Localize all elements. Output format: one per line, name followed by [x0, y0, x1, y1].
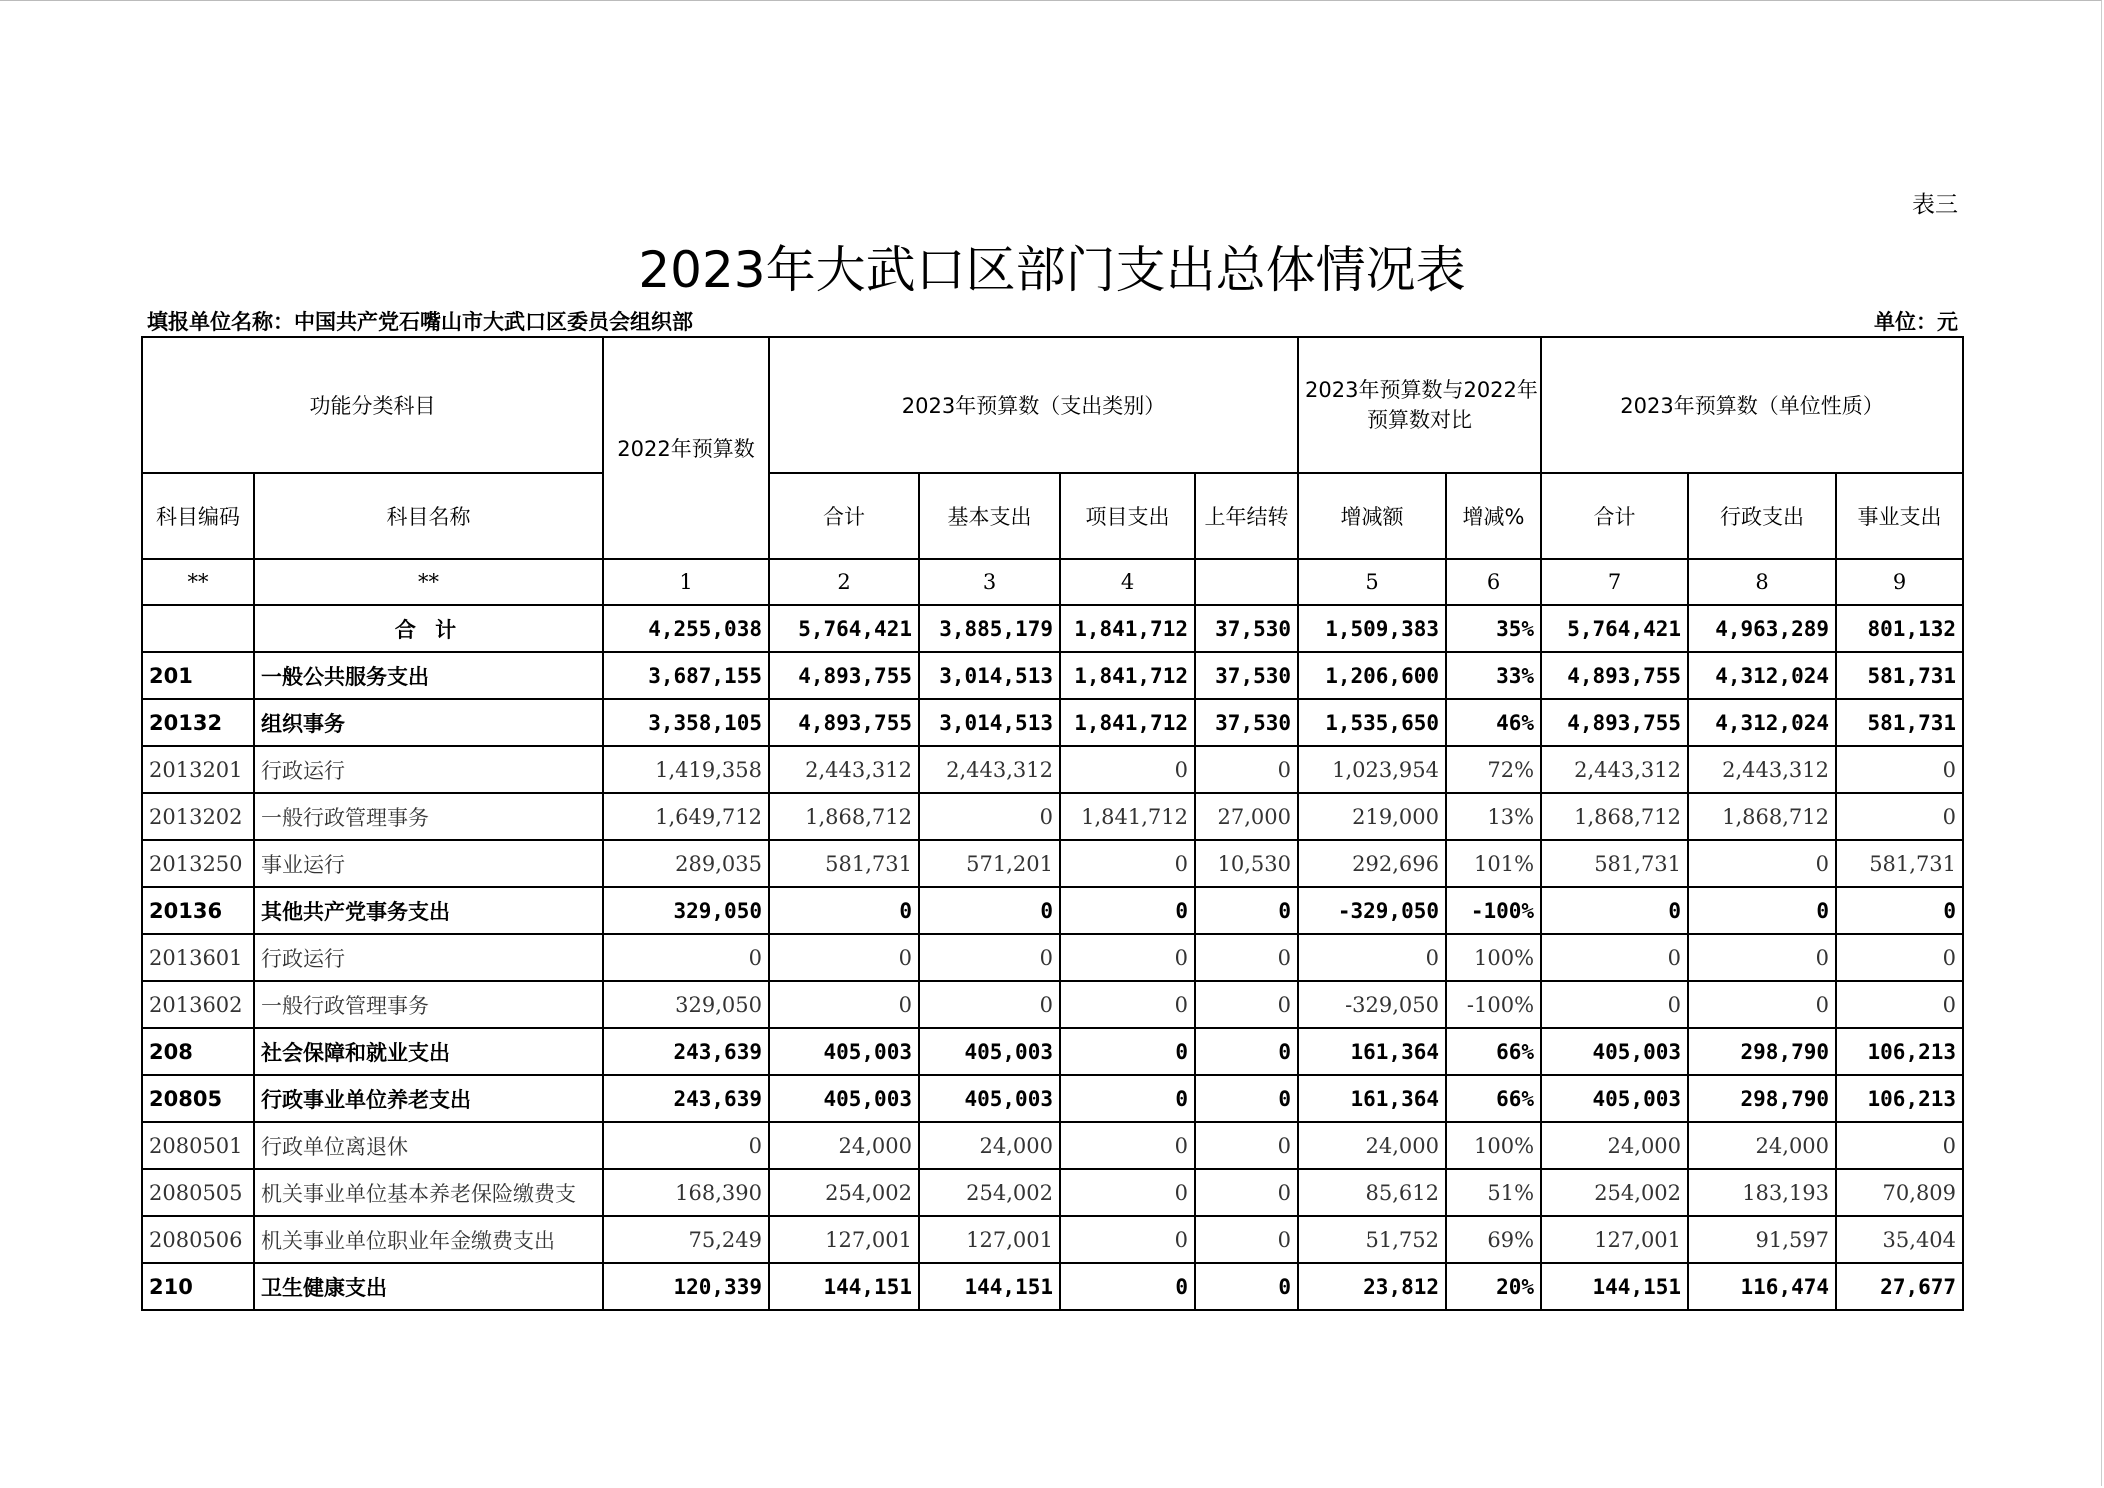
header-comparison-line1: 2023年预算数与2022年	[1305, 378, 1538, 402]
row-name: 事业运行	[254, 840, 603, 887]
row-value: 0	[1195, 746, 1298, 793]
row-value: 27,000	[1195, 793, 1298, 840]
row-value: 183,193	[1688, 1169, 1836, 1216]
row-value: 0	[1060, 1216, 1195, 1263]
header-comparison-line2: 预算数对比	[1367, 408, 1473, 432]
row-code: 2080506	[142, 1216, 254, 1263]
table-row	[142, 1263, 1963, 1310]
row-value: 0	[1836, 1122, 1963, 1169]
row-name: 行政运行	[254, 934, 603, 981]
row-value: 2,443,312	[1688, 746, 1836, 793]
header-name: 科目名称	[254, 473, 603, 559]
row-value: 0	[919, 981, 1060, 1028]
row-value: 0	[1060, 887, 1195, 934]
index-row	[142, 559, 1963, 605]
row-value: 37,530	[1195, 652, 1298, 699]
row-value: 0	[1195, 1169, 1298, 1216]
table-row	[142, 840, 1963, 887]
table-row	[142, 1028, 1963, 1075]
header-code: 科目编码	[142, 473, 254, 559]
row-value: 0	[1836, 793, 1963, 840]
index-cell: **	[254, 559, 603, 605]
row-value: 0	[1836, 981, 1963, 1028]
row-code: 2080501	[142, 1122, 254, 1169]
row-value: 144,151	[769, 1263, 919, 1310]
row-value: 161,364	[1298, 1028, 1446, 1075]
row-value: 0	[769, 887, 919, 934]
row-value: 329,050	[603, 981, 769, 1028]
row-value: 3,687,155	[603, 652, 769, 699]
row-name: 组织事务	[254, 699, 603, 746]
row-value: -329,050	[1298, 981, 1446, 1028]
row-value: 100%	[1446, 934, 1541, 981]
row-value: 298,790	[1688, 1075, 1836, 1122]
row-value: 0	[769, 981, 919, 1028]
index-cell: 4	[1060, 559, 1195, 605]
index-cell: 5	[1298, 559, 1446, 605]
row-value: 581,731	[1541, 840, 1688, 887]
index-cell: 6	[1446, 559, 1541, 605]
row-value: 581,731	[769, 840, 919, 887]
row-value: 405,003	[1541, 1075, 1688, 1122]
row-name: 其他共产党事务支出	[254, 887, 603, 934]
row-value: 66%	[1446, 1075, 1541, 1122]
index-cell: 2	[769, 559, 919, 605]
row-value: 37,530	[1195, 699, 1298, 746]
index-cell: 9	[1836, 559, 1963, 605]
row-value: 168,390	[603, 1169, 769, 1216]
row-value: 254,002	[919, 1169, 1060, 1216]
row-value: 4,963,289	[1688, 605, 1836, 652]
row-value: 0	[1195, 934, 1298, 981]
row-value: 1,841,712	[1060, 699, 1195, 746]
row-value: 0	[1060, 1263, 1195, 1310]
index-cell: 1	[603, 559, 769, 605]
row-value: 27,677	[1836, 1263, 1963, 1310]
row-value: 51,752	[1298, 1216, 1446, 1263]
row-code: 208	[142, 1028, 254, 1075]
row-value: 4,255,038	[603, 605, 769, 652]
header-admin: 行政支出	[1688, 473, 1836, 559]
row-value: 4,312,024	[1688, 652, 1836, 699]
row-value: 0	[1195, 1263, 1298, 1310]
row-value: 75,249	[603, 1216, 769, 1263]
row-value: 1,419,358	[603, 746, 769, 793]
row-name: 机关事业单位职业年金缴费支出	[254, 1216, 603, 1263]
row-value: 24,000	[919, 1122, 1060, 1169]
row-value: 1,868,712	[1541, 793, 1688, 840]
row-code: 20136	[142, 887, 254, 934]
row-value: 13%	[1446, 793, 1541, 840]
row-value: 37,530	[1195, 605, 1298, 652]
header-carryover: 上年结转	[1195, 473, 1298, 559]
row-value: 405,003	[919, 1075, 1060, 1122]
row-value: 0	[1195, 1122, 1298, 1169]
row-value: 0	[1060, 934, 1195, 981]
index-cell: 8	[1688, 559, 1836, 605]
row-value: 0	[1541, 934, 1688, 981]
row-value: 581,731	[1836, 840, 1963, 887]
row-code	[142, 605, 254, 652]
row-value: 116,474	[1688, 1263, 1836, 1310]
row-value: 33%	[1446, 652, 1541, 699]
row-value: 23,812	[1298, 1263, 1446, 1310]
row-value: 0	[919, 934, 1060, 981]
row-value: -100%	[1446, 887, 1541, 934]
row-value: 1,535,650	[1298, 699, 1446, 746]
row-value: 0	[1195, 1075, 1298, 1122]
row-value: 801,132	[1836, 605, 1963, 652]
row-value: 72%	[1446, 746, 1541, 793]
index-cell: **	[142, 559, 254, 605]
row-value: 219,000	[1298, 793, 1446, 840]
row-value: 144,151	[1541, 1263, 1688, 1310]
row-value: 101%	[1446, 840, 1541, 887]
row-value: 405,003	[919, 1028, 1060, 1075]
row-value: 24,000	[1298, 1122, 1446, 1169]
row-value: 106,213	[1836, 1075, 1963, 1122]
header-budget-2022: 2022年预算数	[603, 337, 769, 559]
table-row	[142, 1216, 1963, 1263]
table-row	[142, 746, 1963, 793]
row-value: 0	[603, 1122, 769, 1169]
row-value: 1,841,712	[1060, 793, 1195, 840]
row-value: 51%	[1446, 1169, 1541, 1216]
row-name: 行政运行	[254, 746, 603, 793]
row-value: 0	[1060, 1075, 1195, 1122]
header-budget-2023-by-unit: 2023年预算数（单位性质）	[1541, 337, 1963, 473]
row-value: 0	[1060, 1169, 1195, 1216]
table-row	[142, 605, 1963, 652]
row-value: 5,764,421	[769, 605, 919, 652]
row-value: 0	[1195, 887, 1298, 934]
table-row	[142, 699, 1963, 746]
header-func-category: 功能分类科目	[142, 337, 603, 473]
header-change-amount: 增减额	[1298, 473, 1446, 559]
row-code: 210	[142, 1263, 254, 1310]
row-value: 0	[603, 934, 769, 981]
table-body	[142, 605, 1963, 1310]
row-code: 20132	[142, 699, 254, 746]
row-value: 0	[1688, 981, 1836, 1028]
row-value: 0	[1836, 746, 1963, 793]
row-value: 2,443,312	[1541, 746, 1688, 793]
row-value: 20%	[1446, 1263, 1541, 1310]
row-code: 2013201	[142, 746, 254, 793]
row-value: 10,530	[1195, 840, 1298, 887]
header-basic: 基本支出	[919, 473, 1060, 559]
row-value: 0	[1195, 1028, 1298, 1075]
header-public-inst: 事业支出	[1836, 473, 1963, 559]
unit-label: 单位：元	[1874, 310, 1958, 334]
table-row	[142, 793, 1963, 840]
row-code: 2013250	[142, 840, 254, 887]
row-value: 127,001	[769, 1216, 919, 1263]
row-value: 289,035	[603, 840, 769, 887]
table-row	[142, 981, 1963, 1028]
expenditure-table	[141, 336, 1964, 1311]
row-name: 行政事业单位养老支出	[254, 1075, 603, 1122]
row-value: 405,003	[769, 1075, 919, 1122]
header-change-pct: 增减%	[1446, 473, 1541, 559]
row-value: 581,731	[1836, 699, 1963, 746]
row-value: 0	[1195, 1216, 1298, 1263]
row-value: 4,893,755	[1541, 652, 1688, 699]
row-value: 85,612	[1298, 1169, 1446, 1216]
header-total2: 合计	[1541, 473, 1688, 559]
row-value: -329,050	[1298, 887, 1446, 934]
row-value: 405,003	[1541, 1028, 1688, 1075]
row-value: 106,213	[1836, 1028, 1963, 1075]
row-value: 2,443,312	[769, 746, 919, 793]
row-value: 1,509,383	[1298, 605, 1446, 652]
row-code: 2013602	[142, 981, 254, 1028]
row-value: 66%	[1446, 1028, 1541, 1075]
header-budget-2023-by-type: 2023年预算数（支出类别）	[769, 337, 1298, 473]
index-cell	[1195, 559, 1298, 605]
row-value: 1,206,600	[1298, 652, 1446, 699]
index-cell: 7	[1541, 559, 1688, 605]
row-value: 0	[1060, 746, 1195, 793]
table-row	[142, 887, 1963, 934]
row-code: 2080505	[142, 1169, 254, 1216]
row-value: 0	[1836, 934, 1963, 981]
row-value: 0	[1541, 887, 1688, 934]
row-value: 0	[1060, 1028, 1195, 1075]
row-value: 3,014,513	[919, 699, 1060, 746]
row-value: 243,639	[603, 1075, 769, 1122]
row-value: 127,001	[1541, 1216, 1688, 1263]
header-comparison	[1298, 337, 1541, 473]
row-value: 0	[1541, 981, 1688, 1028]
row-code: 2013601	[142, 934, 254, 981]
row-value: 144,151	[919, 1263, 1060, 1310]
row-code: 201	[142, 652, 254, 699]
row-name: 社会保障和就业支出	[254, 1028, 603, 1075]
row-value: 0	[1060, 840, 1195, 887]
header-total: 合计	[769, 473, 919, 559]
row-value: 4,893,755	[769, 699, 919, 746]
row-value: 1,868,712	[769, 793, 919, 840]
row-value: 0	[919, 793, 1060, 840]
document-title: 2023年大武口区部门支出总体情况表	[638, 241, 1466, 299]
row-code: 2013202	[142, 793, 254, 840]
row-value: 0	[1060, 981, 1195, 1028]
row-value: 91,597	[1688, 1216, 1836, 1263]
table-row	[142, 1075, 1963, 1122]
row-name: 一般行政管理事务	[254, 981, 603, 1028]
row-value: 1,841,712	[1060, 605, 1195, 652]
row-value: 2,443,312	[919, 746, 1060, 793]
row-name: 合 计	[254, 605, 603, 652]
row-value: 1,841,712	[1060, 652, 1195, 699]
row-value: 0	[919, 887, 1060, 934]
row-value: 161,364	[1298, 1075, 1446, 1122]
row-value: -100%	[1446, 981, 1541, 1028]
row-value: 298,790	[1688, 1028, 1836, 1075]
row-value: 405,003	[769, 1028, 919, 1075]
row-value: 127,001	[919, 1216, 1060, 1263]
table-row	[142, 1169, 1963, 1216]
row-value: 0	[1688, 887, 1836, 934]
row-value: 0	[1195, 981, 1298, 1028]
row-value: 24,000	[1541, 1122, 1688, 1169]
row-value: 35%	[1446, 605, 1541, 652]
row-value: 329,050	[603, 887, 769, 934]
row-name: 一般公共服务支出	[254, 652, 603, 699]
row-value: 4,893,755	[1541, 699, 1688, 746]
row-name: 机关事业单位基本养老保险缴费支	[254, 1169, 603, 1216]
row-value: 120,339	[603, 1263, 769, 1310]
row-value: 581,731	[1836, 652, 1963, 699]
row-value: 3,358,105	[603, 699, 769, 746]
row-value: 1,023,954	[1298, 746, 1446, 793]
header-project: 项目支出	[1060, 473, 1195, 559]
row-value: 292,696	[1298, 840, 1446, 887]
row-value: 254,002	[1541, 1169, 1688, 1216]
row-value: 24,000	[1688, 1122, 1836, 1169]
row-value: 0	[769, 934, 919, 981]
row-value: 4,312,024	[1688, 699, 1836, 746]
row-value: 46%	[1446, 699, 1541, 746]
row-name: 一般行政管理事务	[254, 793, 603, 840]
row-value: 100%	[1446, 1122, 1541, 1169]
reporting-unit: 填报单位名称：中国共产党石嘴山市大武口区委员会组织部	[147, 310, 693, 334]
row-value: 0	[1836, 887, 1963, 934]
row-value: 35,404	[1836, 1216, 1963, 1263]
row-value: 3,885,179	[919, 605, 1060, 652]
row-value: 5,764,421	[1541, 605, 1688, 652]
table-row	[142, 652, 1963, 699]
row-value: 254,002	[769, 1169, 919, 1216]
row-value: 0	[1060, 1122, 1195, 1169]
table-number: 表三	[1912, 192, 1958, 218]
row-value: 571,201	[919, 840, 1060, 887]
row-name: 卫生健康支出	[254, 1263, 603, 1310]
row-value: 70,809	[1836, 1169, 1963, 1216]
row-value: 0	[1688, 934, 1836, 981]
row-value: 69%	[1446, 1216, 1541, 1263]
table-row	[142, 934, 1963, 981]
row-code: 20805	[142, 1075, 254, 1122]
row-value: 3,014,513	[919, 652, 1060, 699]
row-value: 1,649,712	[603, 793, 769, 840]
index-cell: 3	[919, 559, 1060, 605]
row-value: 0	[1688, 840, 1836, 887]
row-value: 24,000	[769, 1122, 919, 1169]
table-row	[142, 1122, 1963, 1169]
row-name: 行政单位离退休	[254, 1122, 603, 1169]
row-value: 1,868,712	[1688, 793, 1836, 840]
row-value: 0	[1298, 934, 1446, 981]
row-value: 243,639	[603, 1028, 769, 1075]
row-value: 4,893,755	[769, 652, 919, 699]
